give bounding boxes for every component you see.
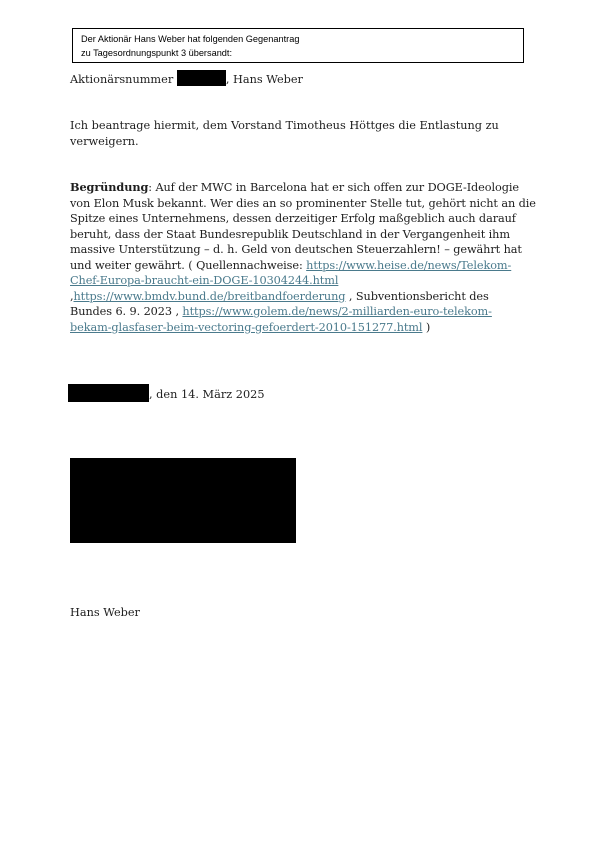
motion-text-line-2: verweigern. (70, 135, 139, 148)
reasoning-line-4: beruht, dass der Staat Bundesrepublik Deutschland in der Vergangenheit ihm (70, 227, 510, 241)
header-line-1: Der Aktionär Hans Weber hat folgenden Gegenantrag (81, 34, 300, 44)
redacted-place (68, 384, 149, 402)
heise-link-part-2[interactable]: Chef-Europa-braucht-ein-DOGE-10304244.html (70, 274, 339, 287)
reasoning-line-3: Spitze eines Unternehmens, dessen derzeitiger Erfolg maßgeblich auch darauf (70, 212, 516, 225)
reasoning-line-7 (70, 273, 338, 289)
reasoning-line-1 (70, 180, 519, 196)
reasoning-line-2: von Elon Musk bekannt. Wer dies an so prominenter Stelle tut, gehört nicht an die (70, 196, 536, 210)
redacted-shareholder-number (177, 70, 226, 86)
reasoning-line-9 (70, 304, 492, 320)
reasoning-line-10 (70, 320, 430, 336)
golem-link-part-1[interactable]: https://www.golem.de/news/2-milliarden-euro-telekom- (182, 305, 492, 318)
motion-text-line-1: Ich beantrage hiermit, dem Vorstand Timotheus Höttges die Entlastung zu (70, 119, 499, 132)
reasoning-text-1: : Auf der MWC in Barcelona hat er sich offen zur DOGE-Ideologie (148, 181, 519, 194)
announcement-header-box (72, 28, 524, 63)
shareholder-line (70, 70, 303, 88)
reasoning-line-6 (70, 258, 511, 274)
comma-prefix: , (70, 289, 74, 303)
closing-parenthesis: ) (422, 320, 431, 334)
shareholder-number-label: Aktionärsnummer (70, 73, 174, 86)
reasoning-line-5: massive Unterstützung – d. h. Geld von deutschen Steuerzahlern! – gewährt hat (70, 243, 522, 256)
reasoning-text-6: und weiter gewährt. ( Quellennachweise: (70, 258, 307, 272)
redacted-signature (70, 458, 296, 543)
subsidy-report-date: Bundes 6. 9. 2023 , (70, 305, 183, 318)
place-date-line (68, 384, 265, 403)
signer-name: Hans Weber (70, 606, 140, 619)
header-line-2: zu Tagesordnungspunkt 3 übersandt: (81, 47, 233, 58)
date-text: , den 14. März 2025 (149, 388, 265, 401)
reasoning-label: Begründung (70, 180, 149, 194)
shareholder-name: , Hans Weber (225, 73, 303, 86)
golem-link-part-2[interactable]: bekam-glasfaser-beim-vectoring-gefoerdert-2010-151277.html (70, 320, 423, 334)
bmdv-link[interactable]: https://www.bmdv.bund.de/breitbandfoerderung (73, 289, 346, 303)
heise-link-part-1[interactable]: https://www.heise.de/news/Telekom- (306, 258, 512, 272)
subsidy-report-text: , Subventionsbericht des (345, 289, 489, 303)
reasoning-line-8 (70, 289, 489, 305)
